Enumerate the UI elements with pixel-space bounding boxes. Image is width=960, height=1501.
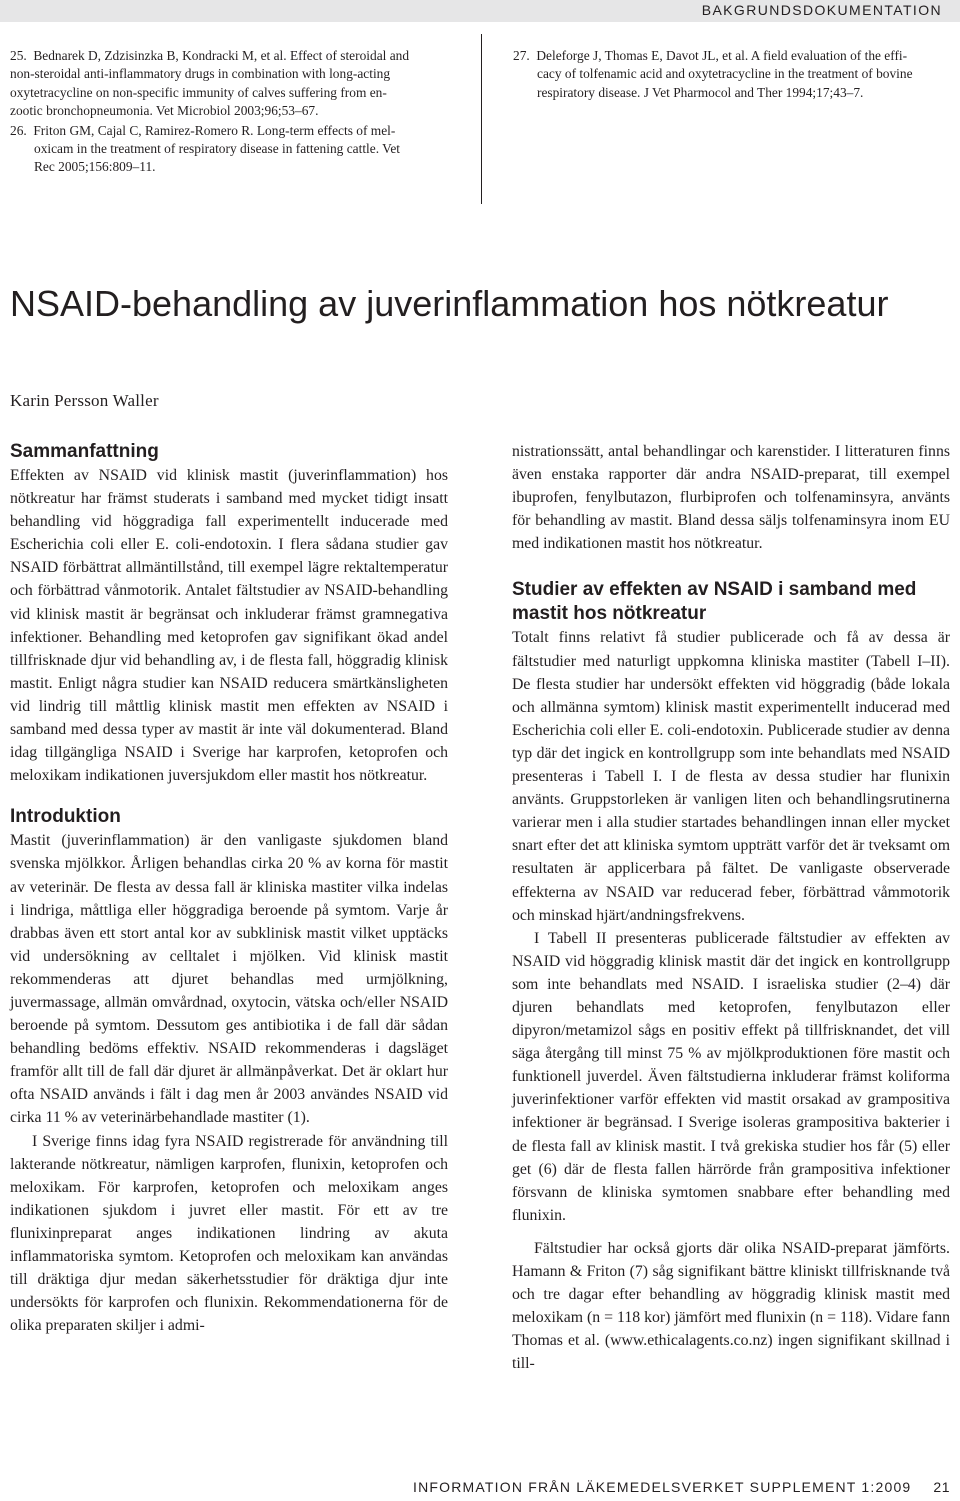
reference-text: Deleforge J, Thomas E, Davot JL, et al. A field evaluation of the effi- xyxy=(536,48,908,63)
studier-paragraph-1: Totalt finns relativt få studier publicerade och få av dessa är fältstudier med naturligt uppkomna kliniska mastiter (Tabell I–II). De flesta studier har undersökt effekten vid höggradig (både lokala och allmänna symtom) klinisk mastit experimentellt inducerad med Escherichia coli eller E. coli-endotoxin. Publicerade studier av denna typ där det ingick en kontrollgrupp som inte behandlats med NSAID presenteras i Tabell I. I de flesta av dessa studier har flunixin använts. Gruppstorleken är vanligen liten och behandlingsrutinerna varierar men i alla studier startades behandlingen innan eller mycket snart efter det att kliniska symtom uppträtt varför det är tveksamt om resultaten är applicerbara på fältet. De vanligaste observerade effekterna av NSAID var reducerad feber, förbättrad våmmotorik och minskad hjärt/andningsfrekvens. xyxy=(512,629,950,924)
introduktion-paragraph-2: I Sverige finns idag fyra NSAID registrerade för användning till lakterande nötkreatur, nämligen karprofen, flunixin, ketoprofen och meloxikam. För karprofen, ketoprofen och meloxikam anges indikationen sjukdom i juvret eller mastit. För ett av tre flunixinpreparat anges indikationen lindring av akuta inflammatoriska symtom. Ketoprofen och meloxikam kan användas till dräktiga djur medan säkerhetsstudier för dräktiga djur inte undersökts för karprofen och flunixin. Rekommendationerna för de olika preparaten skiljer i admi- xyxy=(10,1132,448,1335)
reference-text: Bednarek D, Zdzisinzka B, Kondracki M, et al. Effect of steroidal and xyxy=(33,48,410,63)
sammanfattning-paragraph: Effekten av NSAID vid klinisk mastit (juverinflammation) hos nötkreatur har främst studerats i samband med mycket tidigt insatt behandling vid höggradiga fall experimentellt inducerade med Escherichia coli eller E. coli-endotoxin. I flera sådana studier gav NSAID förbättrat allmäntillstånd, till exempel lägre rektaltemperatur och förbättrad vånmotorik. Antalet fältstudier av NSAID-behandling vid klinisk mastit är begränsat och inkluderar främst gramnegativa infektioner. Behandling med ketoprofen gav signifikant ökad andel tillfrisknade djur vid behandling av, i de flesta fall, höggradig klinisk mastit. Enligt några studier kan NSAID reducera smärtkänsligheten vid lindrig till måttlig klinisk mastit men effekten av NSAID i samband med dessa typer av mastit är inte väl dokumenterad. Bland idag tillgängliga NSAID i Sverige har karprofen, ketoprofen och meloxikam indikationen juversjukdom eller mastit hos nötkreatur. xyxy=(10,467,448,785)
introduktion-paragraph-1: Mastit (juverinflammation) är den vanligaste sjukdomen bland svenska mjölkkor. Årligen behandlas cirka 20 % av korna för mastit av veterinär. De flesta av dessa fall är kliniska mastiter vilka indelas i lindriga, måttliga eller höggradiga beroende på symtom. Varje år drabbas även ett stort antal kor av subklinisk mastit vilket upptäcks vid undersökning av celltalet i mjölken. Vid klinisk mastit rekommenderas att djuret behandlas med urmjölkning, juvermassage, allmän omvårdnad, oxytocin, vätska och/eller NSAID beroende på symtom. Dessutom ges antibiotika i de fall där sådan behandling bedöms effektiv. NSAID rekommenderas i dagsläget framför allt till de fall där djuret är allmänpåverkat. Det är oklart hur ofta NSAID används i fält i dag men år 2003 användes NSAID vid cirka 11 % av veterinärbehandlade mastiter (1). xyxy=(10,832,448,1127)
studier-heading: Studier av effekten av NSAID i samband med mastit hos nötkreatur xyxy=(512,579,917,625)
body-column-right xyxy=(512,440,950,1375)
introduktion-heading: Introduktion xyxy=(10,806,121,828)
article-title: NSAID-behandling av juverinflammation hos nötkreatur xyxy=(10,283,889,324)
reference-26 xyxy=(10,122,450,177)
page-footer xyxy=(413,1479,950,1495)
reference-text: non-steroidal anti-inflammatory drugs in combination with long-acting xyxy=(10,66,391,82)
reference-text: oxytetracycline on non-specific immunity of calves suffering from en- xyxy=(10,84,387,100)
footer-publication: INFORMATION FRÅN LÄKEMEDELSVERKET SUPPLEMENT 1:2009 xyxy=(412,1479,912,1495)
reference-text: zootic bronchopneumonia. Vet Microbiol 2003;96;53–67. xyxy=(10,103,319,119)
sammanfattning-heading: Sammanfattning xyxy=(10,441,159,462)
reference-27 xyxy=(513,47,950,102)
section-label: BAKGRUNDSDOKUMENTATION xyxy=(701,2,942,18)
reference-text: cacy of tolfenamic acid and oxytetracycline in the treatment of bovine xyxy=(537,66,913,82)
page-number: 21 xyxy=(933,1479,950,1495)
column-divider xyxy=(481,34,482,204)
reference-text: oxicam in the treatment of respiratory disease in fattening cattle. Vet xyxy=(34,141,401,157)
reference-25 xyxy=(10,47,450,121)
reference-text: Friton GM, Cajal C, Ramirez-Romero R. Long-term effects of mel- xyxy=(33,122,396,138)
header-band xyxy=(0,0,960,22)
reference-list-left xyxy=(10,47,450,178)
studier-paragraph-3: Fältstudier har också gjorts där olika NSAID-preparat jämförts. Hamann & Friton (7) såg signifikant bättre kliniskt tillfrisknande två och tre dagar efter behandling av höggradig klinisk mastit med meloxikam (n = 118 kor) jämfört med flunixin (n = 118). Vidare fann Thomas et al. (www.ethicalagents.co.nz) ingen signifikant skillnad i till- xyxy=(512,1239,950,1373)
reference-text: Rec 2005;156:809–11. xyxy=(34,159,156,175)
reference-text: respiratory disease. J Vet Pharmocol and Ther 1994;17;43–7. xyxy=(537,84,864,100)
reference-list-right xyxy=(513,47,950,103)
introduktion-continuation: nistrationssätt, antal behandlingar och karenstider. I litteraturen finns även enstaka rapporter där andra NSAID-preparat, till exempel ibuprofen, fenylbutazon, flurbiprofen och tolfenaminsyra, använts för behandling av mastit. Bland dessa säljs tolfenaminsyra inom EU med indikationen mastit hos nötkreatur. xyxy=(512,443,950,553)
reference-number: 26. xyxy=(10,122,27,138)
article-author: Karin Persson Waller xyxy=(10,391,159,410)
reference-number: 25. xyxy=(10,48,27,63)
body-column-left xyxy=(10,440,448,1337)
reference-number: 27. xyxy=(513,48,530,63)
studier-paragraph-2: I Tabell II presenteras publicerade fältstudier av effekten av NSAID vid höggradig klinisk mastit där det ingick en kontrollgrupp som inte behandlats med NSAID. I israeliska studier (2–4) där djuren behandlats med ketoprofen, fenylbutazon eller dipyron/metamizol sågs en positiv effekt på tillfrisknandet, det vill säga återgång till minst 75 % av mjölkproduktionen före mastit och funktionell juverdel. Även fältstudierna inkluderar främst koliforma juverinfektioner varför effekten vid mastit orsakad av grampositiva infektioner är begränsad. I Sverige isoleras grampositiva bakterier i de flesta fall av klinisk mastit. I två grekiska studier hos får (5) eller get (6) där de flesta fallen härrörde från grampositiva infektioner försvann de kliniska symtomen snabbare efter behandling med flunixin. xyxy=(512,929,950,1224)
